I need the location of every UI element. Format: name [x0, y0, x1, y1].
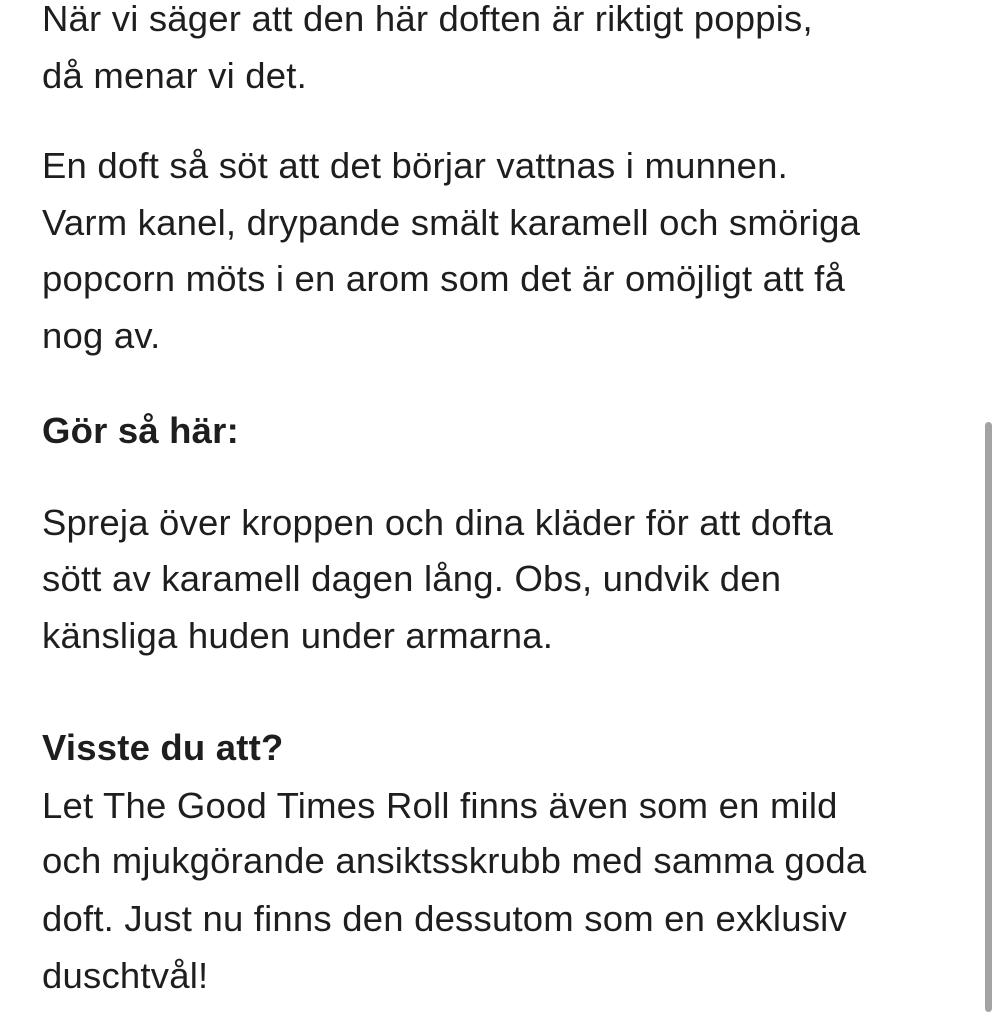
text-line: När vi säger att den här doften är riktigt poppis, [42, 0, 813, 39]
text-line: känsliga huden under armarna. [42, 615, 554, 656]
text-line: popcorn möts i en arom som det är omöjligt att få [42, 258, 846, 299]
text-line: nog av. [42, 315, 161, 356]
text-line: doft. Just nu finns den dessutom som en exklusiv [42, 898, 847, 939]
text-line: Spreja över kroppen och dina kläder för att dofta [42, 502, 833, 543]
text-line: då menar vi det. [42, 55, 307, 96]
section-heading: Gör så här: [42, 410, 239, 451]
text-line: Varm kanel, drypande smält karamell och smöriga [42, 202, 861, 243]
text-line: duschtvål! [42, 955, 209, 996]
text-line: En doft så söt att det börjar vattnas i munnen. [42, 145, 788, 186]
text-line: och mjukgörande ansiktsskrubb med samma goda [42, 840, 867, 881]
text-line: sött av karamell dagen lång. Obs, undvik den [42, 558, 782, 599]
section-heading: Visste du att? [42, 727, 284, 768]
text-line: Let The Good Times Roll finns även som en mild [42, 785, 838, 826]
vertical-scrollbar[interactable] [985, 422, 992, 1012]
